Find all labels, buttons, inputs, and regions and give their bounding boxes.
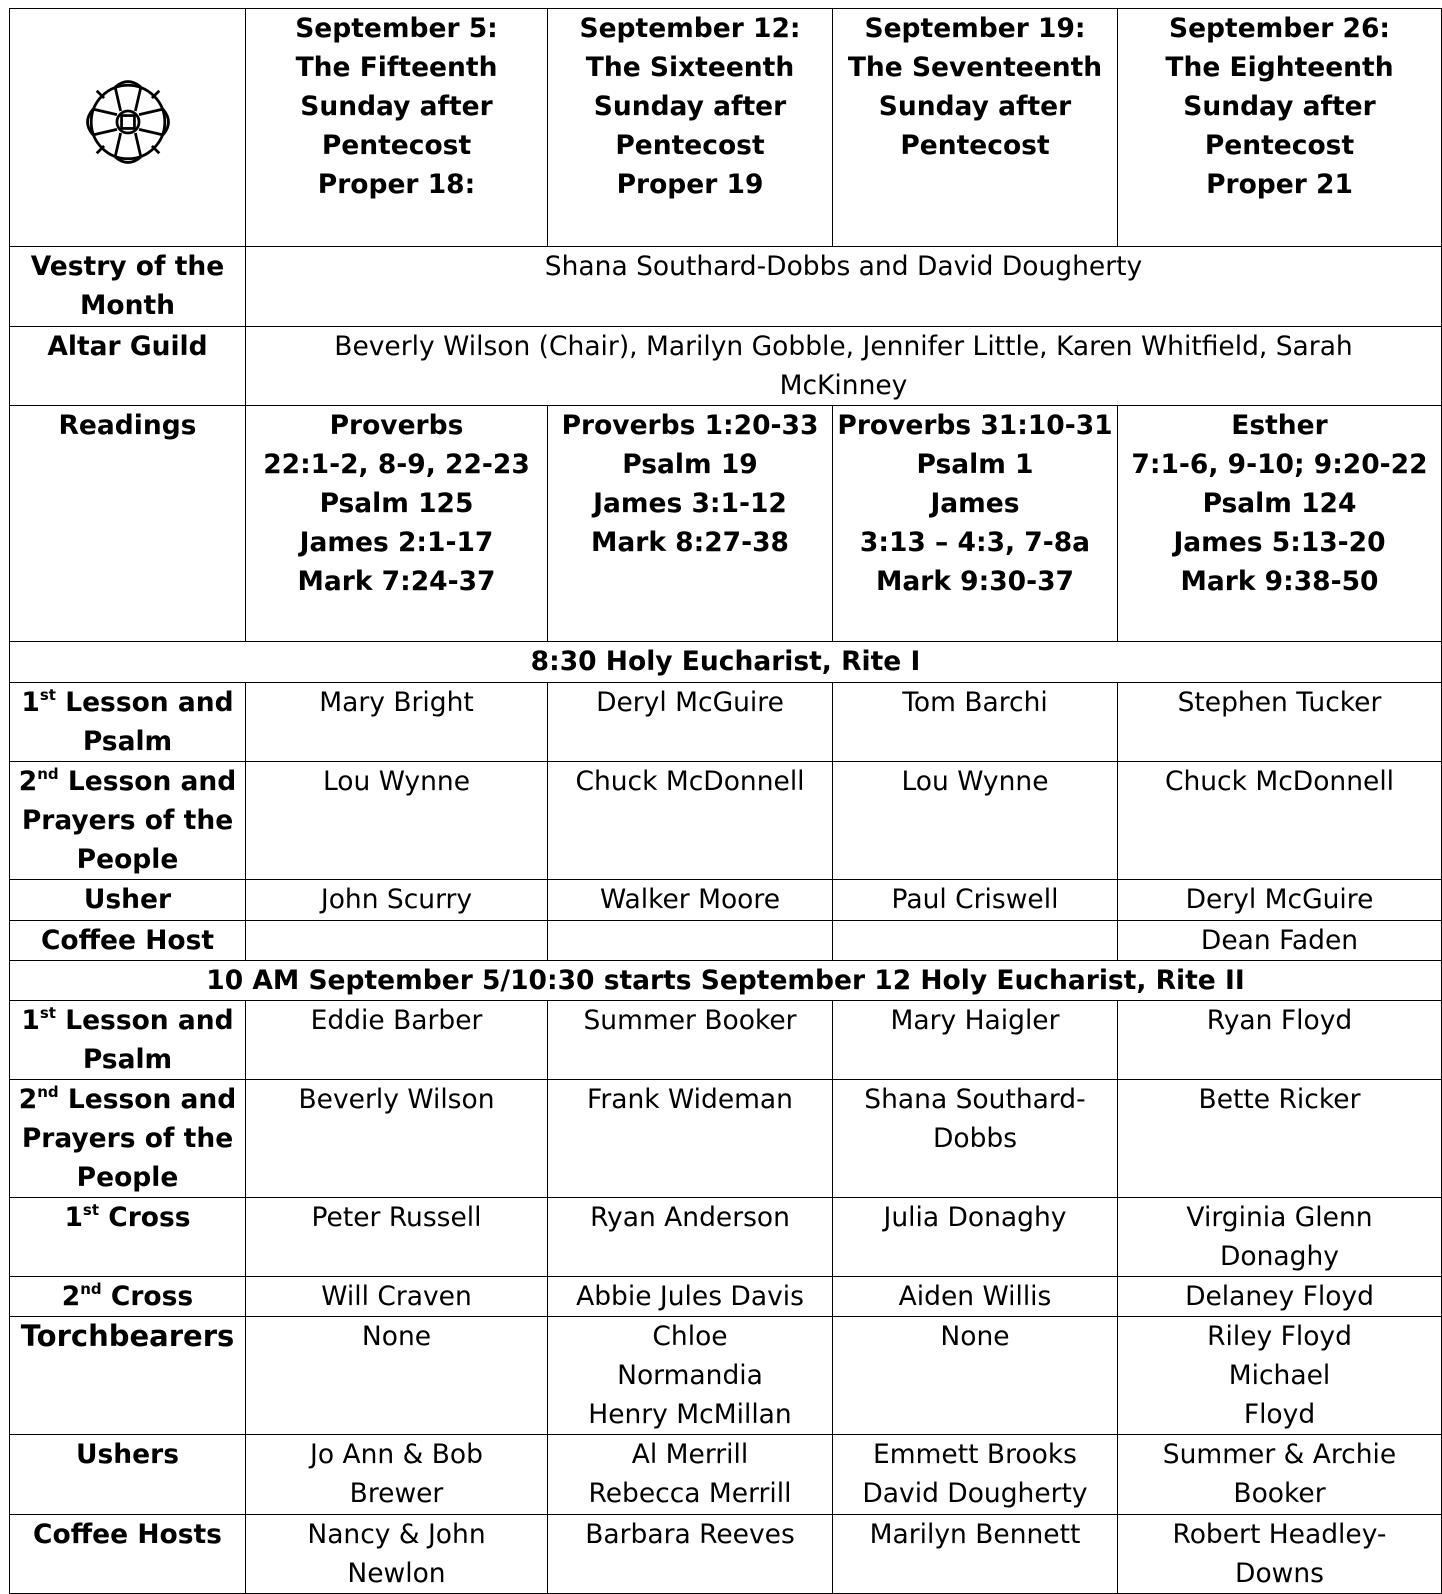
vestry-row	[10, 247, 1442, 327]
table-row	[10, 762, 1442, 880]
cell: Summer & Archie Booker	[1118, 1435, 1442, 1515]
cell: Abbie Jules Davis	[548, 1277, 833, 1317]
cell: Peter Russell	[246, 1198, 548, 1277]
table-row	[10, 1515, 1442, 1594]
service1-title: 8:30 Holy Eucharist, Rite I	[10, 642, 1442, 683]
altar-guild-row	[10, 327, 1442, 406]
cell: Eddie Barber	[246, 1001, 548, 1080]
row-label: 2nd Lesson and Prayers of the People	[10, 1080, 246, 1198]
row-label: 2nd Cross	[10, 1277, 246, 1317]
cell: Julia Donaghy	[833, 1198, 1118, 1277]
cell: Emmett Brooks David Dougherty	[833, 1435, 1118, 1515]
table-row	[10, 880, 1442, 921]
cell	[246, 921, 548, 961]
cell: Dean Faden	[1118, 921, 1442, 961]
cell: Robert Headley-Downs	[1118, 1515, 1442, 1594]
cell: Deryl McGuire	[548, 683, 833, 762]
cell: Mary Haigler	[833, 1001, 1118, 1080]
cell: Jo Ann & Bob Brewer	[246, 1435, 548, 1515]
header-week-4: September 26: The Eighteenth Sunday after Pentecost Proper 21	[1118, 9, 1442, 247]
header-row	[10, 9, 1442, 247]
cell: Lou Wynne	[246, 762, 548, 880]
table-row	[10, 1080, 1442, 1198]
table-row	[10, 1317, 1442, 1435]
cell: Marilyn Bennett	[833, 1515, 1118, 1594]
readings-row	[10, 406, 1442, 642]
table-row	[10, 1277, 1442, 1317]
header-week-3: September 19: The Seventeenth Sunday after Pentecost	[833, 9, 1118, 247]
readings-label: Readings	[10, 406, 246, 642]
row-label: Coffee Hosts	[10, 1515, 246, 1594]
cell: Walker Moore	[548, 880, 833, 921]
row-label: 2nd Lesson and Prayers of the People	[10, 762, 246, 880]
row-label: Torchbearers	[10, 1317, 246, 1435]
cell: Barbara Reeves	[548, 1515, 833, 1594]
cell: Beverly Wilson	[246, 1080, 548, 1198]
header-week-1: September 5: The Fifteenth Sunday after Pentecost Proper 18:	[246, 9, 548, 247]
row-label: 1st Lesson and Psalm	[10, 683, 246, 762]
cell: Chuck McDonnell	[548, 762, 833, 880]
cell: Delaney Floyd	[1118, 1277, 1442, 1317]
cell: Mary Bright	[246, 683, 548, 762]
cell: Al Merrill Rebecca Merrill	[548, 1435, 833, 1515]
cell: Ryan Anderson	[548, 1198, 833, 1277]
cell: Will Craven	[246, 1277, 548, 1317]
table-row	[10, 1001, 1442, 1080]
cell: Chuck McDonnell	[1118, 762, 1442, 880]
cell	[833, 921, 1118, 961]
cell: John Scurry	[246, 880, 548, 921]
cell: Deryl McGuire	[1118, 880, 1442, 921]
table-row	[10, 1198, 1442, 1277]
altar-guild-label: Altar Guild	[10, 327, 246, 406]
cell: Stephen Tucker	[1118, 683, 1442, 762]
compass-rose-cross-icon	[82, 76, 174, 168]
service2-title: 10 AM September 5/10:30 starts September 12 Holy Eucharist, Rite II	[10, 961, 1442, 1001]
cell: Shana Southard-Dobbs	[833, 1080, 1118, 1198]
header-week-2: September 12: The Sixteenth Sunday after Pentecost Proper 19	[548, 9, 833, 247]
table-row	[10, 683, 1442, 762]
cell: Frank Wideman	[548, 1080, 833, 1198]
cell: Riley Floyd Michael Floyd	[1118, 1317, 1442, 1435]
service1-title-row	[10, 642, 1442, 683]
service2-title-row	[10, 961, 1442, 1001]
cell: Aiden Willis	[833, 1277, 1118, 1317]
cell: Paul Criswell	[833, 880, 1118, 921]
logo-cell	[10, 9, 246, 247]
cell: Ryan Floyd	[1118, 1001, 1442, 1080]
cell	[548, 921, 833, 961]
cell: None	[833, 1317, 1118, 1435]
cell: Lou Wynne	[833, 762, 1118, 880]
table-row	[10, 1435, 1442, 1515]
vestry-label: Vestry of the Month	[10, 247, 246, 327]
cell: Summer Booker	[548, 1001, 833, 1080]
altar-guild-value: Beverly Wilson (Chair), Marilyn Gobble, Jennifer Little, Karen Whitfield, Sarah McKinney	[246, 327, 1442, 406]
cell: Bette Ricker	[1118, 1080, 1442, 1198]
row-label: 1st Cross	[10, 1198, 246, 1277]
readings-week-1: Proverbs 22:1-2, 8-9, 22-23 Psalm 125 James 2:1-17 Mark 7:24-37	[246, 406, 548, 642]
readings-week-4: Esther 7:1-6, 9-10; 9:20-22 Psalm 124 James 5:13-20 Mark 9:38-50	[1118, 406, 1442, 642]
readings-week-3: Proverbs 31:10-31 Psalm 1 James 3:13 – 4:3, 7-8a Mark 9:30-37	[833, 406, 1118, 642]
cell: Tom Barchi	[833, 683, 1118, 762]
cell: Virginia Glenn Donaghy	[1118, 1198, 1442, 1277]
vestry-value: Shana Southard-Dobbs and David Dougherty	[246, 247, 1442, 327]
cell: Chloe Normandia Henry McMillan	[548, 1317, 833, 1435]
row-label: Ushers	[10, 1435, 246, 1515]
table-row	[10, 921, 1442, 961]
schedule-table	[9, 8, 1442, 1594]
cell: Nancy & John Newlon	[246, 1515, 548, 1594]
cell: None	[246, 1317, 548, 1435]
row-label: Coffee Host	[10, 921, 246, 961]
row-label: 1st Lesson and Psalm	[10, 1001, 246, 1080]
readings-week-2: Proverbs 1:20-33 Psalm 19 James 3:1-12 Mark 8:27-38	[548, 406, 833, 642]
row-label: Usher	[10, 880, 246, 921]
